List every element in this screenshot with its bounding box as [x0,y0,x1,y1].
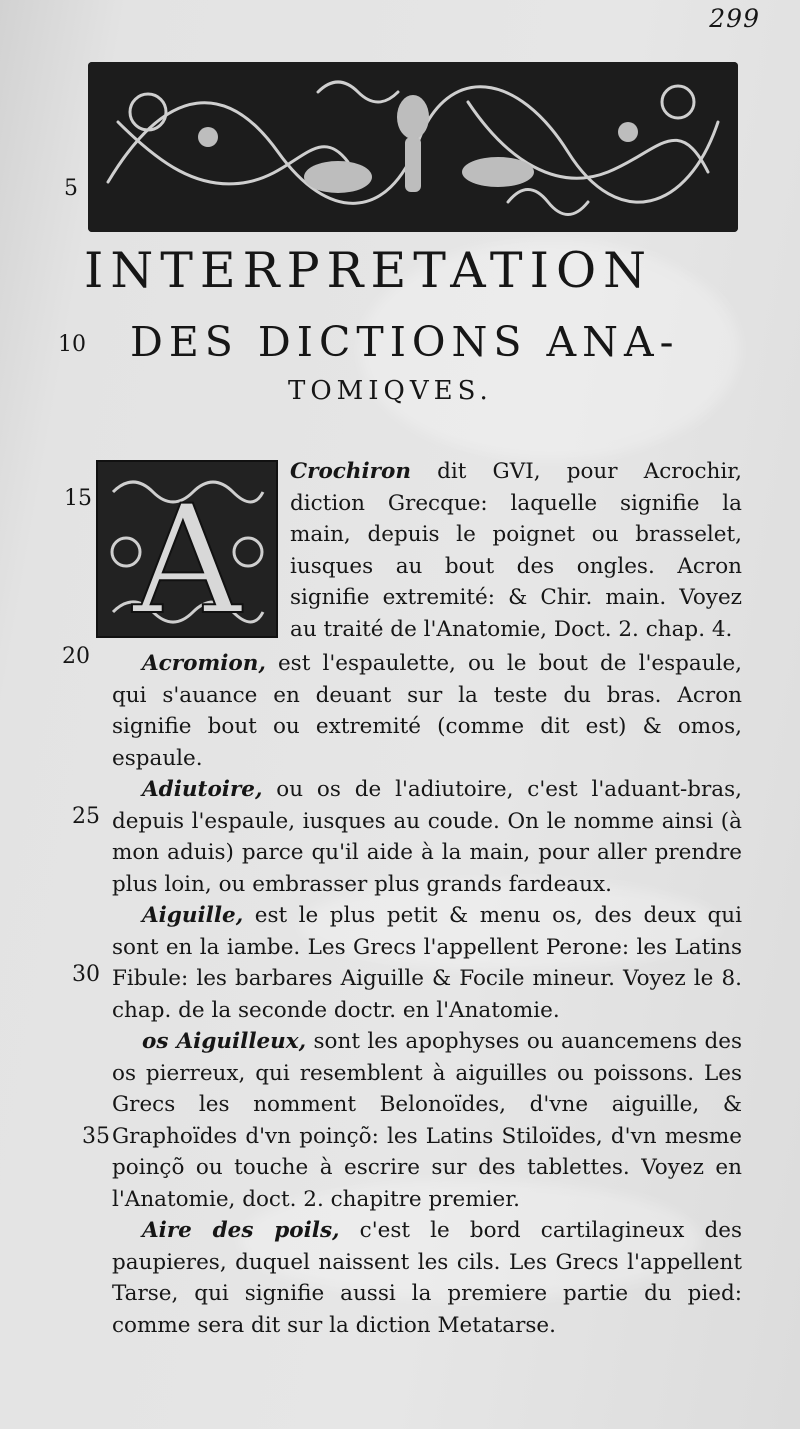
entry-term: Aiguille, [142,903,244,928]
entry-acrochiron [290,456,742,645]
entry-os-aiguilleux [112,1026,742,1215]
decorated-initial [96,460,278,638]
entry-text: c'est le bord cartilagineux des paupieres, duquel naissent les cils. Les Grecs l'appellent Tarse, qui signifie aussi la premiere partie du pied: comme sera dit sur la diction Metatarse. [112,1218,742,1338]
dropcap-letter: A [132,474,242,636]
line-number: 5 [64,176,78,201]
entry-text: dit GVI, pour Acrochir, diction Grecque: laquelle signifie la main, depuis le poignet ou brasselet, iusques au bout des ongles. Acron signifie extremité: & Chir. main. Voyez au traité de l'Anatomie, Doct. 2. chap. 4. [290,459,742,642]
entry-acromion [112,648,742,774]
entry-aiguille [112,900,742,1026]
entries-body [112,648,742,1341]
title-line-3: TOMIQVES. [288,376,493,406]
entry-text: ou os de l'adiutoire, c'est l'aduant-bras, depuis l'espaule, iusques au coude. On le nomme ainsi (à mon aduis) parce qu'il aide à la main, pour aller prendre plus loin, ou embrasser plus grands fardeaux. [112,777,742,897]
entry-term: os Aiguilleux, [142,1029,307,1054]
line-number: 10 [58,332,86,357]
line-number: 15 [64,486,92,511]
line-number: 30 [72,962,100,987]
line-number: 25 [72,804,100,829]
line-number: 20 [62,644,90,669]
entry-text: sont les apophyses ou auancemens des os pierreux, qui resemblent à aiguilles ou poissons. Les Grecs les nomment Belonoïdes, d'vne aiguille, & Graphoïdes d'vn poinçõ: les Latins Stiloïdes, d'vn mesme poinçõ ou touche à escrire sur des tablettes. Voyez en l'Anatomie, doct. 2. chapitre premier. [112,1029,743,1212]
entry-term: Aire des poils, [142,1218,340,1243]
entry-text: est le plus petit & menu os, des deux qui sont en la iambe. Les Grecs l'appellent Perone: les Latins Fibule: les barbares Aiguille & Focile mineur. Voyez le 8. chap. de la seconde doctr. en l'Anatomie. [112,903,742,1023]
entry-term: Adiutoire, [142,777,263,802]
line-number: 35 [82,1124,110,1149]
title-line-2: DES DICTIONS ANA- [130,318,680,366]
entry-term: Acromion, [142,651,266,676]
entry-term: Crochiron [290,459,411,484]
entry-text: est l'espaulette, ou le bout de l'espaule, qui s'auance en deuant sur la teste du bras. Acron signifie bout ou extremité (comme dit est) & omos, espaule. [112,651,742,771]
title-line-1: INTERPRETATION [84,242,654,299]
ornamental-headpiece [88,62,738,232]
entry-aire-des-poils [112,1215,742,1341]
entry-adiutoire [112,774,742,900]
page-number: 299 [709,4,760,33]
